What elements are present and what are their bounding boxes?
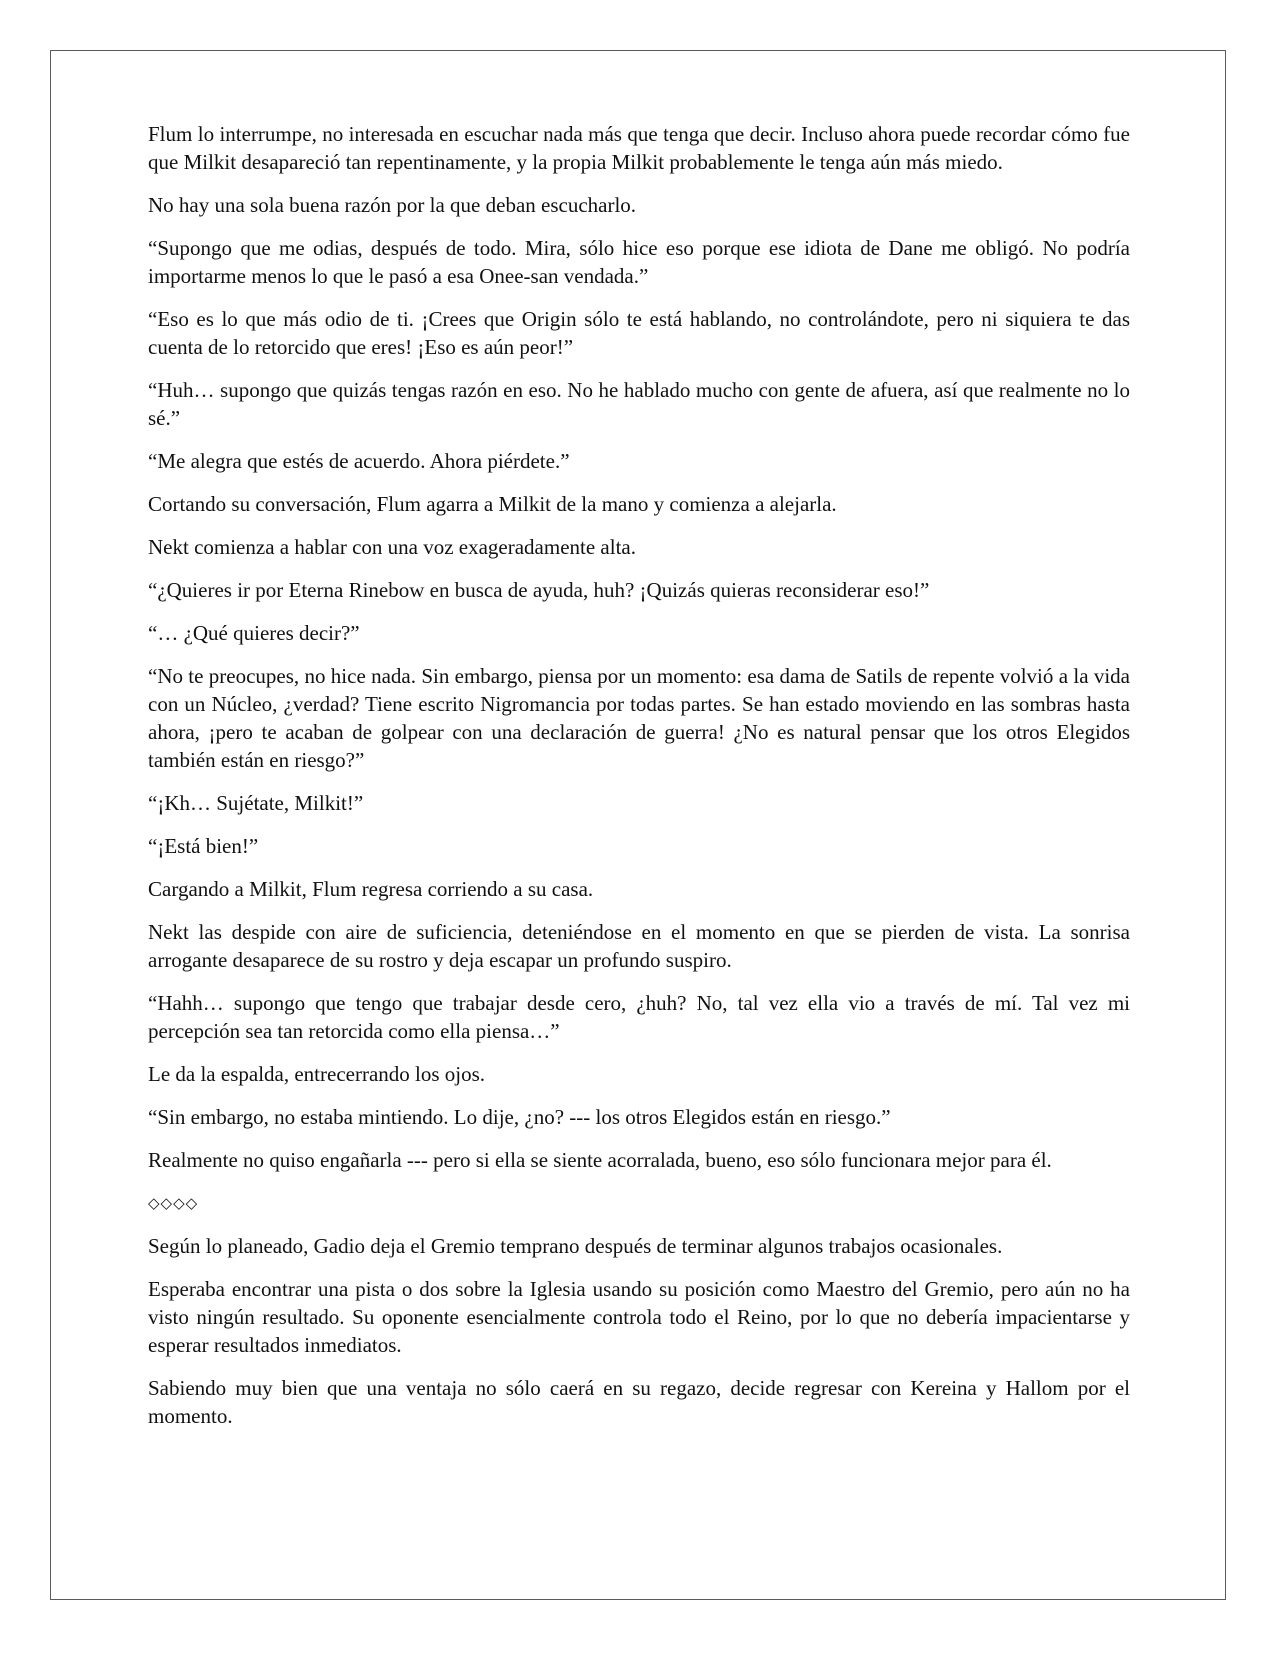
paragraph: Cortando su conversación, Flum agarra a Milkit de la mano y comienza a alejarla. <box>148 492 837 516</box>
paragraph: Le da la espalda, entrecerrando los ojos. <box>148 1062 486 1086</box>
paragraph: “¿Quieres ir por Eterna Rinebow en busca de ayuda, huh? ¡Quizás quieras reconsiderar eso!” <box>148 578 930 602</box>
paragraph: “Hahh… supongo que tengo que trabajar desde cero, ¿huh? No, tal vez ella vio a través de mí. Tal vez mi percepción sea tan retorcida como ella piensa…” <box>148 991 1130 1043</box>
paragraph: Nekt comienza a hablar con una voz exageradamente alta. <box>148 535 636 559</box>
paragraph: “… ¿Qué quieres decir?” <box>148 621 360 645</box>
paragraph: “Supongo que me odias, después de todo. Mira, sólo hice eso porque ese idiota de Dane me obligó. No podría importarme menos lo que le pasó a esa Onee-san vendada.” <box>148 236 1130 288</box>
paragraph: Esperaba encontrar una pista o dos sobre la Iglesia usando su posición como Maestro del Gremio, pero aún no ha visto ningún resultado. Su oponente esencialmente controla todo el Reino, por lo que no debería impacientarse y esperar resultados inmediatos. <box>148 1277 1130 1357</box>
paragraph: Nekt las despide con aire de suficiencia, deteniéndose en el momento en que se pierden de vista. La sonrisa arrogante desaparece de su rostro y deja escapar un profundo suspiro. <box>148 920 1130 972</box>
paragraph: “Sin embargo, no estaba mintiendo. Lo dije, ¿no? --- los otros Elegidos están en riesgo.” <box>148 1105 891 1129</box>
document-body <box>148 120 1130 1445</box>
paragraph: “Eso es lo que más odio de ti. ¡Crees que Origin sólo te está hablando, no controlándote, pero ni siquiera te das cuenta de lo retorcido que eres! ¡Eso es aún peor!” <box>148 307 1130 359</box>
paragraph: No hay una sola buena razón por la que deban escucharlo. <box>148 193 637 217</box>
paragraph: Cargando a Milkit, Flum regresa corriendo a su casa. <box>148 877 594 901</box>
paragraph: Sabiendo muy bien que una ventaja no sólo caerá en su regazo, decide regresar con Kereina y Hallom por el momento. <box>148 1376 1130 1428</box>
paragraph: “¡Kh… Sujétate, Milkit!” <box>148 791 364 815</box>
paragraph: Según lo planeado, Gadio deja el Gremio temprano después de terminar algunos trabajos ocasionales. <box>148 1234 1003 1258</box>
paragraph: “No te preocupes, no hice nada. Sin embargo, piensa por un momento: esa dama de Satils de repente volvió a la vida con un Núcleo, ¿verdad? Tiene escrito Nigromancia por todas partes. Se han estado moviendo en las sombras hasta ahora, ¡pero te acaban de golpear con una declaración de guerra! ¿No es natural pensar que los otros Elegidos también están en riesgo?” <box>148 664 1130 772</box>
paragraph: “Me alegra que estés de acuerdo. Ahora piérdete.” <box>148 449 570 473</box>
paragraph: “Huh… supongo que quizás tengas razón en eso. No he hablado mucho con gente de afuera, así que realmente no lo sé.” <box>148 378 1130 430</box>
paragraph: Flum lo interrumpe, no interesada en escuchar nada más que tenga que decir. Incluso ahora puede recordar cómo fue que Milkit desapareció tan repentinamente, y la propia Milkit probablemente le tenga aún más miedo. <box>148 122 1130 174</box>
paragraph: “¡Está bien!” <box>148 834 259 858</box>
paragraph: Realmente no quiso engañarla --- pero si ella se siente acorralada, bueno, eso sólo funcionara mejor para él. <box>148 1148 1052 1172</box>
scene-break-separator: ◇◇◇◇ <box>148 1194 199 1212</box>
